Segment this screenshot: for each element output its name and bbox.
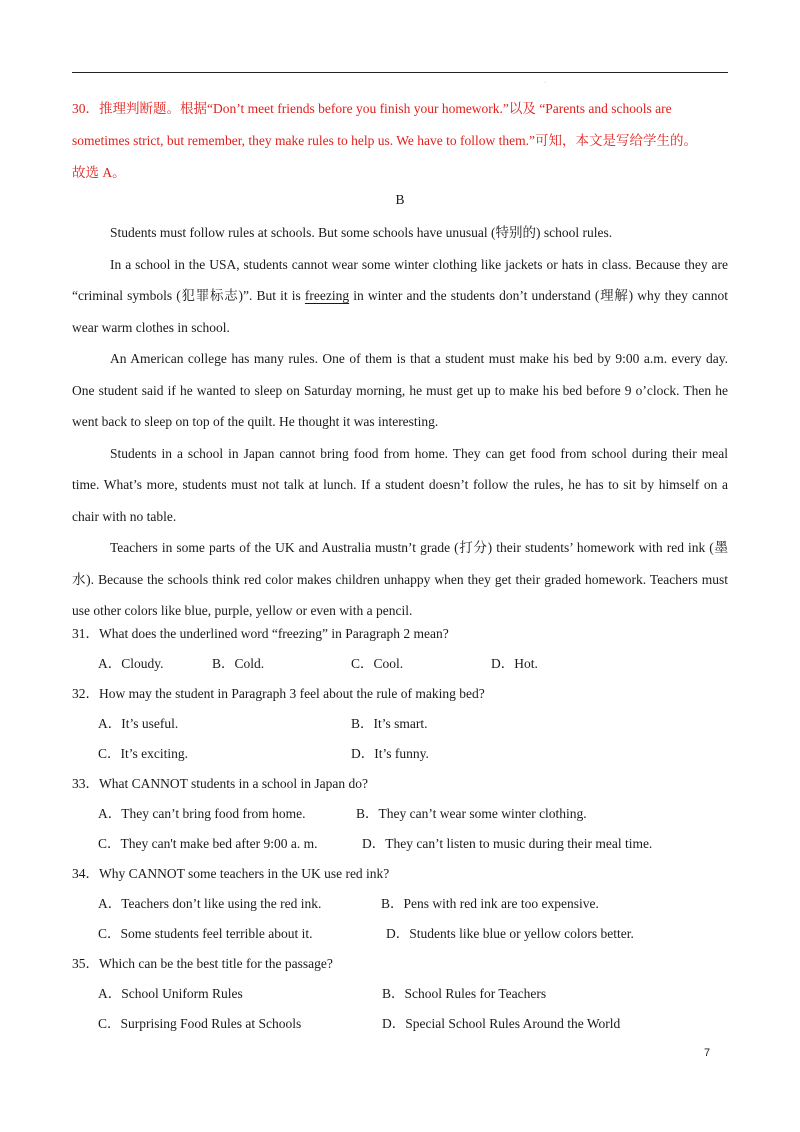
header-dot: · <box>544 80 546 86</box>
passage-paragraph-3: An American college has many rules. One of them is that a student must make his bed by 9:00 a.m. every day. One student said if he wanted to sleep on Saturday morning, he must get up to make his bed before 9 o’clock. Then he went back to sleep on top of the quilt. He thought it was interesting. <box>72 351 728 429</box>
section-label: B <box>395 192 405 207</box>
q33-option-b: B．They can’t wear some winter clothing. <box>356 806 587 821</box>
question-31-stem: 31．What does the underlined word “freezing” in Paragraph 2 mean? <box>72 626 449 641</box>
q33-option-d: D．They can’t listen to music during their meal time. <box>362 836 653 851</box>
passage-paragraph-2 <box>72 249 728 344</box>
q35-option-a: A．School Uniform Rules <box>98 986 243 1001</box>
q34-option-a: A．Teachers don’t like using the red ink. <box>98 896 322 911</box>
question-34-stem: 34．Why CANNOT some teachers in the UK use red ink? <box>72 866 390 881</box>
q31-option-c: C．Cool. <box>351 656 404 671</box>
q34-option-b: B．Pens with red ink are too expensive. <box>381 896 599 911</box>
q31-option-d: D．Hot. <box>491 656 538 671</box>
header-rule <box>72 72 728 73</box>
q35-option-b: B．School Rules for Teachers <box>382 986 547 1001</box>
explanation-line-1: 30．推理判断题。根据“Don’t meet friends before you finish your homework.”以及 “Parents and schools are <box>72 101 672 116</box>
q32-option-b: B．It’s smart. <box>351 716 428 731</box>
passage-paragraph-5: Teachers in some parts of the UK and Australia mustn’t grade (打分) their students’ homework with red ink (墨水). Because the schools think red color makes children unhappy when they get their graded homework. Teachers must use other colors like blue, purple, yellow or even with a pencil. <box>72 540 728 618</box>
page-number: 7 <box>704 1047 711 1059</box>
underlined-word: freezing <box>304 288 350 303</box>
q34-option-c: C．Some students feel terrible about it. <box>98 926 313 941</box>
question-35-stem: 35．Which can be the best title for the passage? <box>72 956 333 971</box>
q31-option-a: A．Cloudy. <box>98 656 164 671</box>
q31-option-b: B．Cold. <box>212 656 265 671</box>
q34-option-d: D．Students like blue or yellow colors better. <box>386 926 634 941</box>
passage-paragraph-4: Students in a school in Japan cannot bring food from home. They can get food from school during their meal time. What’s more, students must not talk at lunch. If a student doesn’t follow the rules, he has to sit by himself on a chair with no table. <box>72 445 728 524</box>
p2-text-after: in winter and the students don’t understand (理解) why they cannot wear warm clothes in school. <box>72 288 728 335</box>
q33-option-a: A．They can’t bring food from home. <box>98 806 306 821</box>
explanation-line-3: 故选 A。 <box>72 165 126 180</box>
q32-option-d: D．It’s funny. <box>351 746 429 761</box>
reading-passage <box>72 217 728 627</box>
q35-option-d: D．Special School Rules Around the World <box>382 1016 621 1031</box>
passage-paragraph-1: Students must follow rules at schools. But some schools have unusual (特别的) school rules. <box>110 225 613 240</box>
q35-option-c: C．Surprising Food Rules at Schools <box>98 1016 302 1031</box>
q32-option-a: A．It’s useful. <box>98 716 179 731</box>
q33-option-c: C．They can't make bed after 9:00 a. m. <box>98 836 318 851</box>
explanation-line-2: sometimes strict, but remember, they make rules to help us. We have to follow them.”可知，本文是写给学生的。 <box>72 133 698 148</box>
p2-text-before: In a school in the USA, students cannot wear some winter clothing like jackets or hats in class. Because they are “criminal symbols (犯罪标志)”. But it is <box>72 256 728 303</box>
answer-explanation <box>72 93 728 189</box>
q32-option-c: C．It’s exciting. <box>98 746 188 761</box>
question-32-stem: 32．How may the student in Paragraph 3 feel about the rule of making bed? <box>72 686 485 701</box>
question-33-stem: 33．What CANNOT students in a school in Japan do? <box>72 776 368 791</box>
